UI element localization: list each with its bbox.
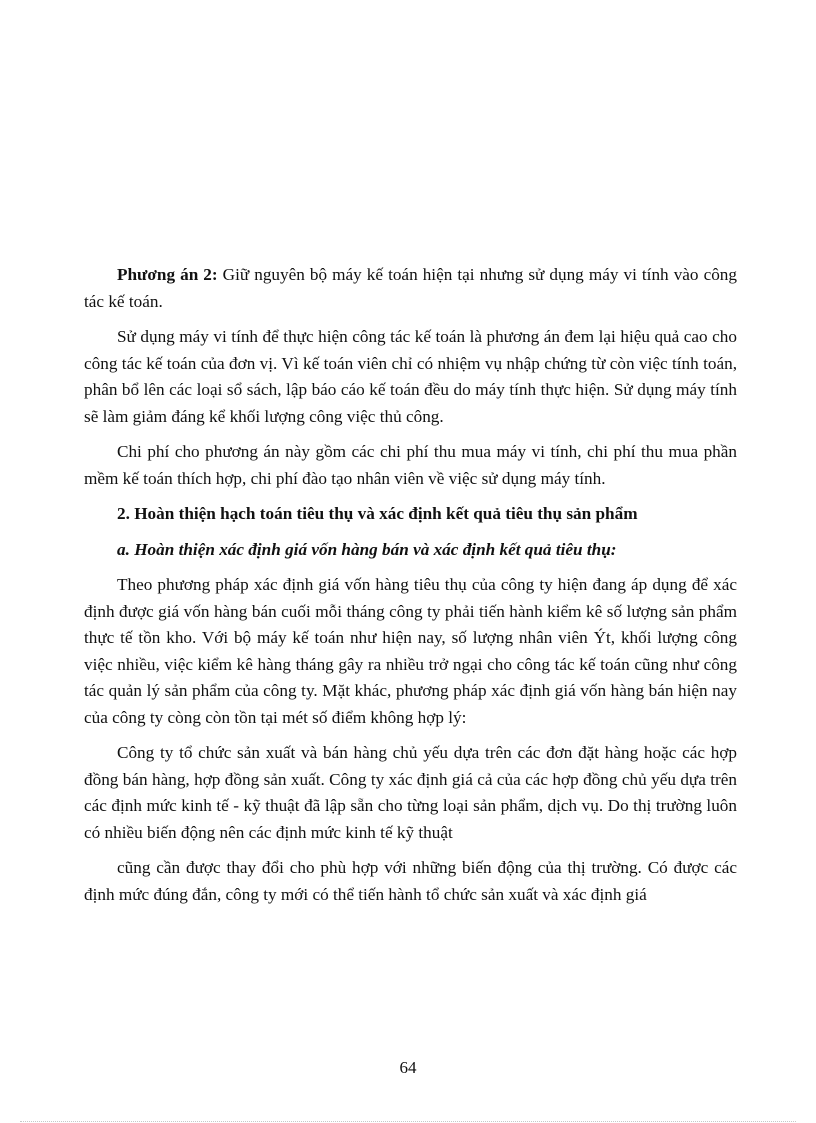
paragraph-lead-label: Phương án 2: <box>117 265 218 284</box>
paragraph-computer-usage: Sử dụng máy vi tính để thực hiện công tác kế toán là phương án đem lại hiệu quả cao cho công tác kế toán của đơn vị. Vì kế toán viên chỉ có nhiệm vụ nhập chứng từ còn việc tính toán, phân bổ lên các loại sổ sách, lập báo cáo kế toán đều do máy tính thực hiện. Sử dụng máy tính sẽ làm giảm đáng kể khối lượng công việc thủ công. <box>84 327 737 426</box>
paragraph-cost-of-goods-method: Theo phương pháp xác định giá vốn hàng tiêu thụ của công ty hiện đang áp dụng để xác định được giá vốn hàng bán cuối mỗi tháng công ty phải tiến hành kiểm kê số lượng sản phẩm thực tế tồn kho. Với bộ máy kế toán như hiện nay, số lượng nhân viên Ýt, khối lượng công việc nhiều, việc kiểm kê hàng tháng gây ra nhiều trở ngại cho công tác kế toán cũng như công tác quản lý sản phẩm của công ty. Mặt khác, phương pháp xác định giá vốn hàng bán hiện nay của công ty còng còn tồn tại mét số điểm không hợp lý: <box>84 575 737 727</box>
paragraph-phuong-an-2 <box>84 262 737 315</box>
paragraph-text: Giữ nguyên bộ máy kế toán hiện tại nhưng sử dụng máy vi tính vào công tác kế toán. <box>84 265 737 311</box>
footer-divider <box>20 1121 796 1122</box>
subsection-heading-a: a. Hoàn thiện xác định giá vốn hàng bán và xác định kết quả tiêu thụ: <box>117 539 617 559</box>
page-body <box>84 262 737 917</box>
paragraph-continuation: cũng cần được thay đổi cho phù hợp với những biến động của thị trường. Có được các định mức đúng đắn, công ty mới có thể tiến hành tổ chức sản xuất và xác định giá <box>84 858 737 904</box>
paragraph-cost: Chi phí cho phương án này gồm các chi phí thu mua máy vi tính, chi phí thu mua phần mềm kế toán thích hợp, chi phí đào tạo nhân viên về việc sử dụng máy tính. <box>84 442 737 488</box>
section-heading-2: 2. Hoàn thiện hạch toán tiêu thụ và xác định kết quả tiêu thụ sản phẩm <box>117 504 638 523</box>
paragraph-production-organization: Công ty tổ chức sản xuất và bán hàng chủ yếu dựa trên các đơn đặt hàng hoặc các hợp đồng bán hàng, hợp đồng sản xuất. Công ty xác định giá cả của các hợp đồng chủ yếu dựa trên các định mức kinh tế - kỹ thuật đã lập sẵn cho từng loại sản phẩm, dịch vụ. Do thị trường luôn có nhiều biến động nên các định mức kinh tế kỹ thuật <box>84 743 737 842</box>
page-number: 64 <box>399 1058 417 1077</box>
